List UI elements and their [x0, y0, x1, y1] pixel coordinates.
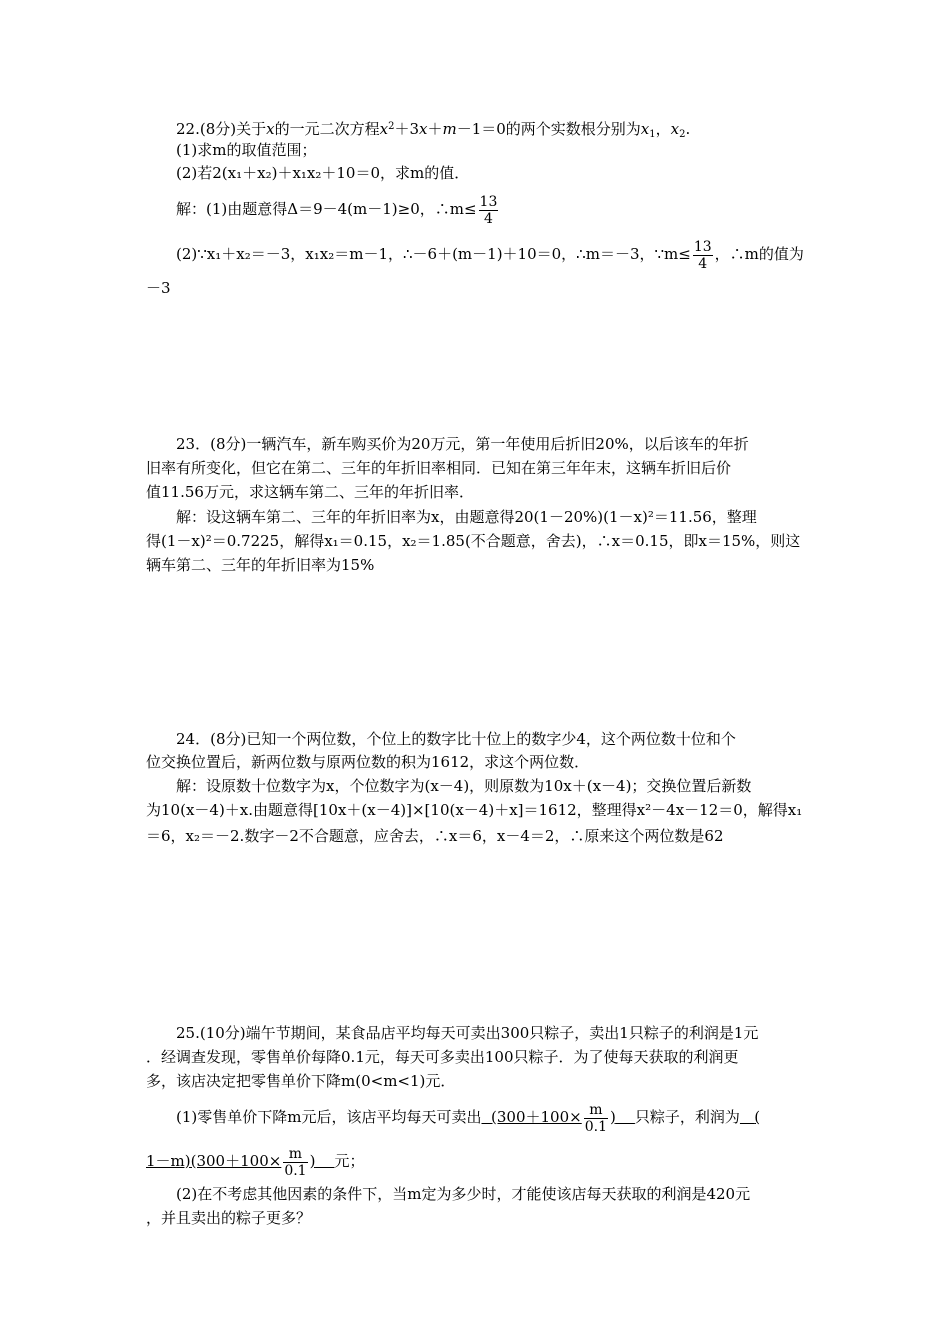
fraction-13-over-4: $\frac{13}{4}$ [479, 193, 498, 227]
q22-answer: －3 [146, 279, 171, 297]
q25-statement-line3: 多，该店决定把零售单价下降m(0<m<1)元． [146, 1072, 456, 1090]
q25-part1-line1: (1)零售单价下降m元后，该店平均每天可卖出 (300＋100× $\frac{m}{0.1}$ ) 只粽子，利润为 ( [176, 1101, 761, 1135]
fraction-m-over-0.1: $\frac{m}{0.1}$ [284, 1145, 307, 1179]
q23-statement-line3: 值11.56万元，求这辆车第二、三年的年折旧率． [146, 483, 474, 501]
q23-solution-line2: 得(1－x)²＝0.7225，解得x₁＝0.15，x₂＝1.85(不合题意，舍去)，∴x＝0.15，即x＝15%，则这 [146, 532, 801, 550]
q25-part2-line2: ，并且卖出的粽子更多？ [146, 1209, 312, 1227]
q23-solution-line1: 解：设这辆车第二、三年的年折旧率为x，由题意得20(1－20%)(1－x)²＝11.56，整理 [176, 508, 757, 526]
fraction-13-over-4: $\frac{13}{4}$ [693, 238, 712, 272]
q23-statement-line2: 旧率有所变化，但它在第二、三年的年折旧率相同．已知在第三年年末，这辆车折旧后价 [146, 459, 732, 477]
q25-statement-line1: 25.(10分)端午节期间，某食品店平均每天可卖出300只粽子，卖出1只粽子的利润是1元 [176, 1024, 759, 1042]
q25-part1-line2: 1－m)(300＋100× $\frac{m}{0.1}$ ) 元； [146, 1145, 365, 1179]
q25-part2-line1: (2)在不考虑其他因素的条件下，当m定为多少时，才能使该店每天获取的利润是420元 [176, 1185, 751, 1203]
q24-solution-line1: 解：设原数十位数字为x，个位数字为(x－4)，则原数为10x＋(x－4)；交换位置后新数 [176, 777, 752, 795]
q22-statement-line1: 22.(8分)关于x的一元二次方程$x^2+3x+m-1=0$的两个实数根分别为$x_1$，$x_2$. [176, 120, 691, 140]
q23-solution-line3: 辆车第二、三年的年折旧率为15% [146, 556, 375, 574]
q22-solution-part1: 解：(1)由题意得Δ＝9－4(m－1)≥0，∴m≤ $\frac{13}{4}$ [176, 193, 498, 227]
fraction-m-over-0.1: $\frac{m}{0.1}$ [584, 1101, 607, 1135]
answer-blank-profit: 1－m)(300＋100× $\frac{m}{0.1}$ ) [146, 1145, 316, 1179]
q23-statement-line1: 23．(8分)一辆汽车，新车购买价为20万元，第一年使用后折旧20%，以后该车的年折 [176, 435, 749, 453]
q24-statement-line2: 位交换位置后，新两位数与原两位数的积为1612，求这个两位数． [146, 753, 590, 771]
q24-solution-line3: ＝6，x₂＝－2.数字－2不合题意，应舍去，∴x＝6，x－4＝2，∴原来这个两位数是62 [146, 827, 724, 845]
q22-part2: (2)若2(x₁＋x₂)＋x₁x₂＋10＝0，求m的值． [176, 164, 470, 182]
q22-solution-part2: (2)∵x₁＋x₂＝－3，x₁x₂＝m－1，∴－6＋(m－1)＋10＝0，∴m＝－3，∵m≤ $\frac{13}{4}$ ，∴m的值为 [176, 238, 804, 272]
q24-solution-line2: 为10(x－4)＋x.由题意得[10x＋(x－4)]×[10(x－4)＋x]＝1612，整理得x²－4x－12＝0，解得x₁ [146, 801, 803, 819]
q25-statement-line2: ．经调查发现，零售单价每降0.1元，每天可多卖出100只粽子．为了使每天获取的利润更 [146, 1048, 739, 1066]
q24-statement-line1: 24．(8分)已知一个两位数，个位上的数字比十位上的数字少4，这个两位数十位和个 [176, 730, 736, 748]
q22-part1: (1)求m的取值范围； [176, 141, 317, 159]
answer-blank-quantity: (300＋100× $\frac{m}{0.1}$ ) [491, 1101, 616, 1135]
answer-blank-profit-start: ( [754, 1108, 761, 1126]
